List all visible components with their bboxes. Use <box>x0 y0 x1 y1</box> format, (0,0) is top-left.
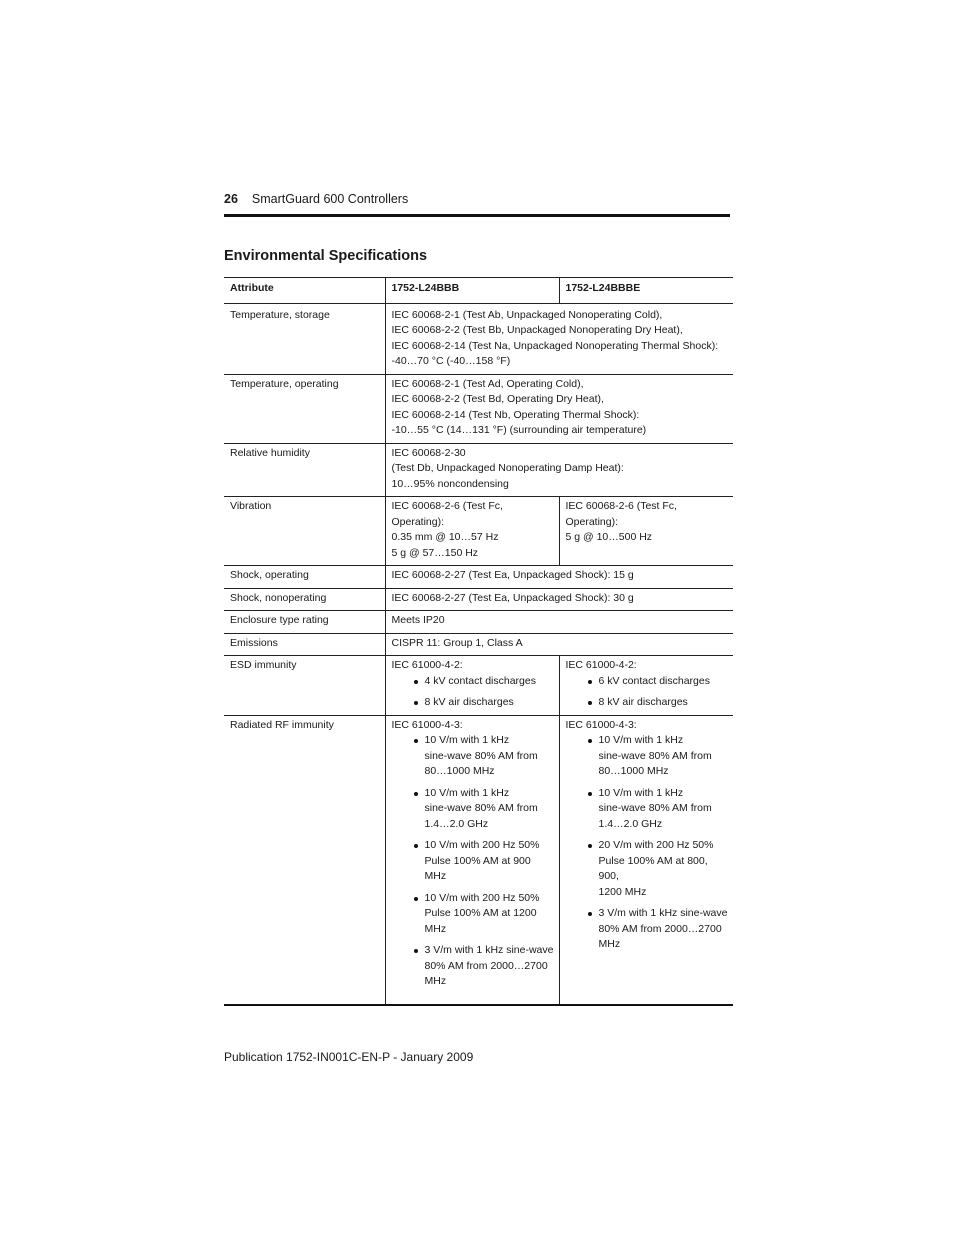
spec-intro: IEC 61000-4-2: <box>565 659 637 671</box>
list-item-line: MHz <box>424 922 447 935</box>
value-cell-l24bbbe <box>559 497 733 566</box>
section-title: Environmental Specifications <box>224 248 428 264</box>
value-cell-l24bbb <box>385 656 559 716</box>
list-item-line: sine-wave 80% AM from <box>424 749 538 762</box>
column-header-l24bbbe: 1752-L24BBBE <box>559 278 733 304</box>
attribute-cell: ESD immunity <box>224 656 385 716</box>
list-item-line: 20 V/m with 200 Hz 50% <box>598 839 714 851</box>
table-row-esd-immunity <box>224 656 733 716</box>
list-item-line: Pulse 100% AM at 900 MHz <box>424 854 531 882</box>
table-row-shock-nonoperating <box>224 588 733 611</box>
value-cell <box>385 443 733 497</box>
list-item-line: 80% AM from 2000…2700 <box>598 922 722 935</box>
spec-line: IEC 60068-2-14 (Test Na, Unpackaged Nonoperating Thermal Shock): <box>391 339 719 352</box>
attribute-cell: Shock, operating <box>224 566 385 589</box>
environmental-specs-table <box>224 277 733 1006</box>
list-item-line: 3 V/m with 1 kHz sine-wave <box>598 907 728 919</box>
list-item-line: MHz <box>598 938 621 950</box>
spec-intro: IEC 61000-4-3: <box>391 718 463 731</box>
header-rule <box>224 214 730 217</box>
attribute-cell: Temperature, storage <box>230 308 330 321</box>
table-row-radiated-rf-immunity <box>224 715 733 1005</box>
value-cell: IEC 60068-2-27 (Test Ea, Unpackaged Shock): 30 g <box>385 588 733 611</box>
attribute-cell: Vibration <box>224 497 385 566</box>
list-item <box>588 786 729 833</box>
list-item-line: 10 V/m with 200 Hz 50% <box>424 891 540 904</box>
table-header-row <box>224 278 733 304</box>
table-row-shock-operating <box>224 566 733 589</box>
list-item: 8 kV air discharges <box>414 695 554 711</box>
spec-line: IEC 60068-2-6 (Test Fc, Operating): <box>565 500 677 528</box>
spec-line: 5 g @ 10…500 Hz <box>565 531 653 543</box>
attribute-cell: Radiated RF immunity <box>224 715 385 1005</box>
spec-line: (Test Db, Unpackaged Nonoperating Damp Heat): <box>391 462 624 474</box>
list-item <box>588 906 729 953</box>
list-item-line: 10 V/m with 1 kHz <box>424 734 510 746</box>
value-cell <box>385 374 733 443</box>
list-item <box>414 943 554 990</box>
column-header-l24bbb: 1752-L24BBB <box>385 278 559 304</box>
list-item: 6 kV contact discharges <box>588 674 729 690</box>
spec-line: IEC 60068-2-30 <box>391 446 466 459</box>
column-header-attribute: Attribute <box>224 278 385 304</box>
list-item-line: 80…1000 MHz <box>424 765 495 777</box>
spec-line: -10…55 °C (14…131 °F) (surrounding air temperature) <box>391 424 647 436</box>
list-item-line: 10 V/m with 200 Hz 50% <box>424 839 540 851</box>
spec-line: -40…70 °C (-40…158 °F) <box>391 355 511 367</box>
table-row-temperature-operating <box>224 374 733 443</box>
list-item-line: MHz <box>424 975 447 987</box>
list-item-line: 1.4…2.0 GHz <box>424 817 489 830</box>
list-item-line: 80…1000 MHz <box>598 765 669 777</box>
list-item-line: sine-wave 80% AM from <box>424 802 538 814</box>
attribute-cell: Relative humidity <box>224 443 385 497</box>
list-item <box>588 838 729 900</box>
value-cell-l24bbbe <box>559 715 733 1005</box>
list-item: 8 kV air discharges <box>588 695 729 711</box>
table-row-emissions <box>224 633 733 656</box>
list-item <box>414 891 554 938</box>
table-row-temperature-storage <box>224 303 733 374</box>
attribute-cell: Shock, nonoperating <box>224 588 385 611</box>
spec-line: IEC 60068-2-14 (Test Nb, Operating Thermal Shock): <box>391 408 640 421</box>
publication-footer: Publication 1752-IN001C-EN-P - January 2009 <box>224 1050 474 1064</box>
table-row-vibration <box>224 497 733 566</box>
list-item-line: 1.4…2.0 GHz <box>598 817 663 830</box>
list-item-line: 10 V/m with 1 kHz <box>598 734 684 746</box>
spec-line: IEC 60068-2-1 (Test Ab, Unpackaged Nonoperating Cold), <box>391 308 663 321</box>
list-item <box>414 733 554 780</box>
value-cell: CISPR 11: Group 1, Class A <box>385 633 733 656</box>
list-item: 4 kV contact discharges <box>414 674 554 690</box>
list-item-line: 10 V/m with 1 kHz <box>424 786 510 799</box>
value-cell: Meets IP20 <box>385 611 733 634</box>
attribute-cell: Temperature, operating <box>224 374 385 443</box>
spec-line: IEC 60068-2-1 (Test Ad, Operating Cold), <box>391 377 584 390</box>
spec-line: 5 g @ 57…150 Hz <box>391 546 479 559</box>
list-item <box>588 733 729 780</box>
bullet-list <box>566 674 729 711</box>
spec-line: IEC 60068-2-6 (Test Fc, Operating): <box>391 500 503 528</box>
list-item-line: sine-wave 80% AM from <box>598 749 712 762</box>
spec-line: IEC 60068-2-2 (Test Bd, Operating Dry Heat), <box>391 393 604 405</box>
list-item-line: 80% AM from 2000…2700 <box>424 959 548 972</box>
table-row-relative-humidity <box>224 443 733 497</box>
document-title: SmartGuard 600 Controllers <box>251 192 409 206</box>
spec-intro: IEC 61000-4-2: <box>391 659 463 671</box>
list-item <box>414 838 554 885</box>
spec-intro: IEC 61000-4-3: <box>565 718 637 731</box>
attribute-cell: Enclosure type rating <box>224 611 385 634</box>
page-number: 26 <box>224 192 238 206</box>
list-item-line: 10 V/m with 1 kHz <box>598 786 684 799</box>
list-item-line: sine-wave 80% AM from <box>598 802 712 814</box>
spec-line: 0.35 mm @ 10…57 Hz <box>391 531 499 543</box>
bullet-list <box>392 674 554 711</box>
bullet-list <box>566 733 729 953</box>
value-cell-l24bbb <box>385 715 559 1005</box>
page-header <box>224 192 408 206</box>
spec-line: IEC 60068-2-2 (Test Bb, Unpackaged Nonoperating Dry Heat), <box>391 324 683 336</box>
list-item-line: Pulse 100% AM at 800, 900, <box>598 854 708 882</box>
table-row-enclosure-type-rating <box>224 611 733 634</box>
value-cell: IEC 60068-2-27 (Test Ea, Unpackaged Shock): 15 g <box>385 566 733 589</box>
list-item-line: 1200 MHz <box>598 885 647 898</box>
value-cell-l24bbbe <box>559 656 733 716</box>
list-item-line: 3 V/m with 1 kHz sine-wave <box>424 944 554 956</box>
value-cell <box>385 303 733 374</box>
value-cell-l24bbb <box>385 497 559 566</box>
list-item-line: Pulse 100% AM at 1200 <box>424 907 537 919</box>
attribute-cell: Emissions <box>224 633 385 656</box>
spec-line: 10…95% noncondensing <box>391 477 509 490</box>
list-item <box>414 786 554 833</box>
bullet-list <box>392 733 554 990</box>
